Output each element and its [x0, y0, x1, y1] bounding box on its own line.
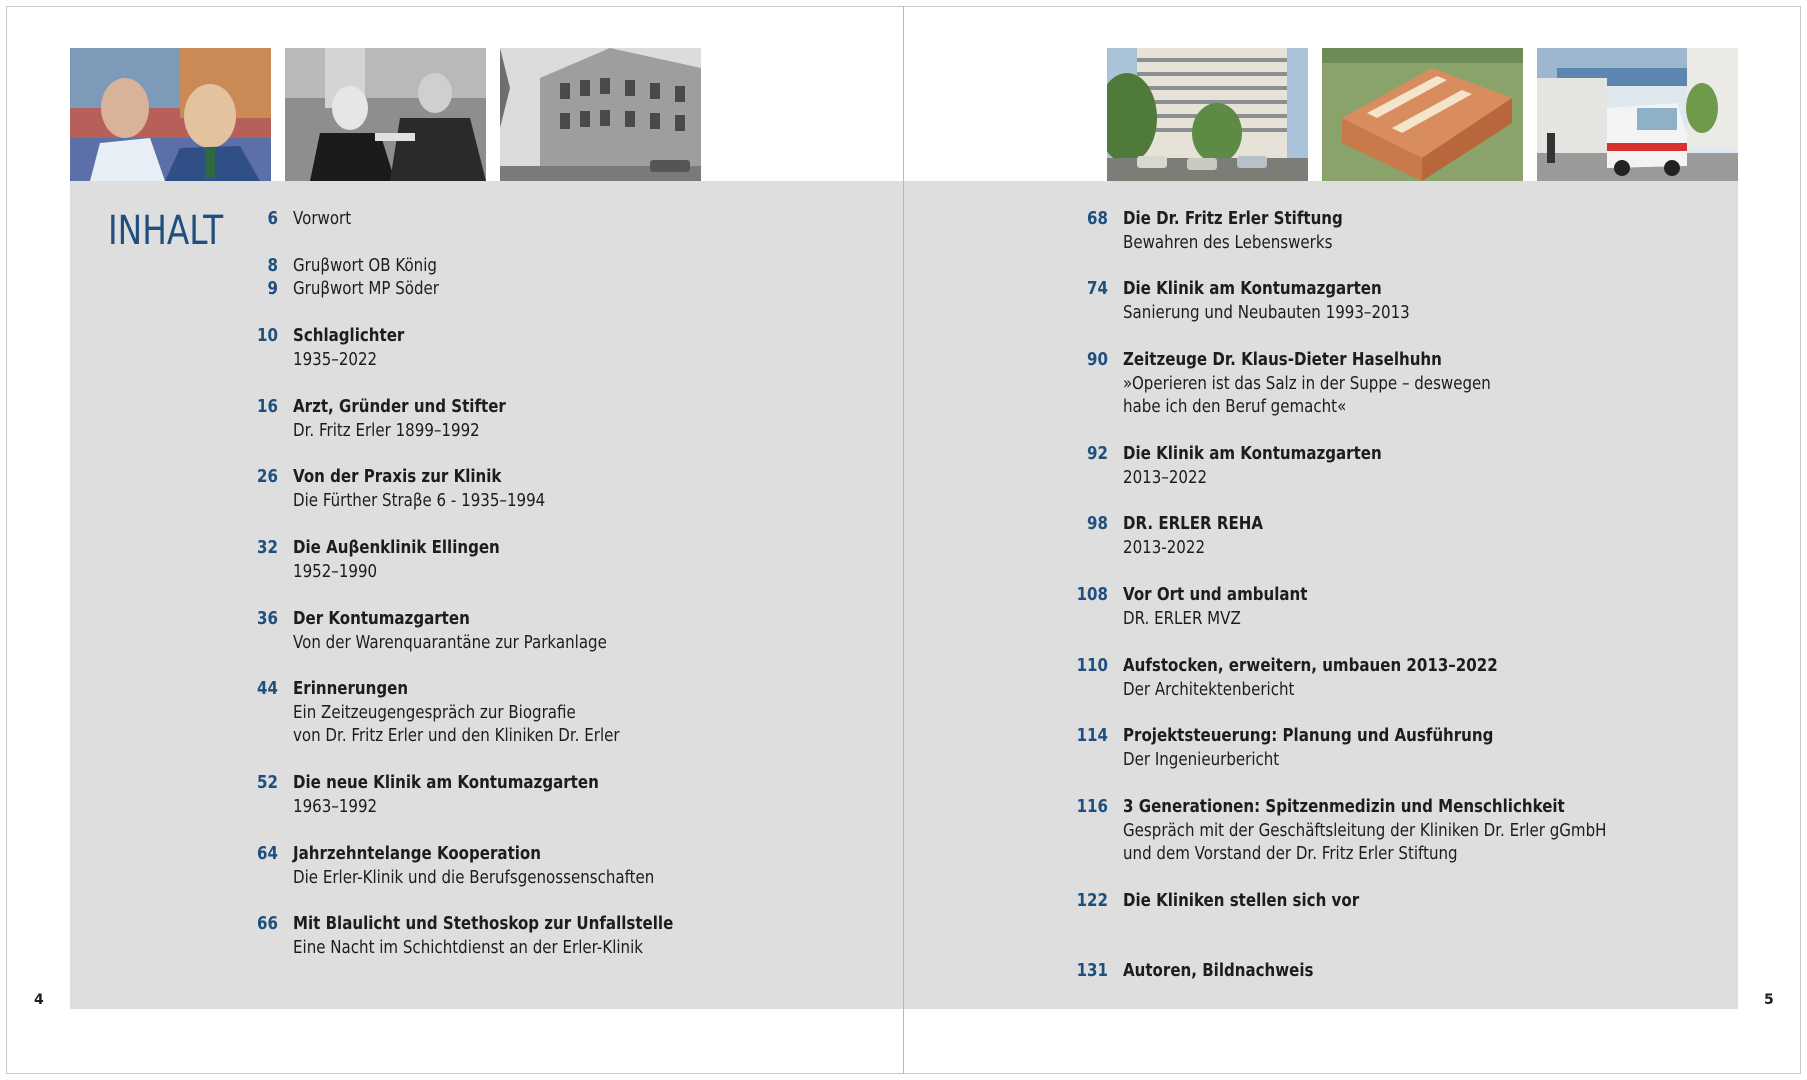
toc-entry-title: Projektsteuerung: Planung und Ausführung	[1123, 726, 1494, 746]
toc-page-number: 90	[1087, 350, 1108, 370]
toc-entry-title: DR. ERLER REHA	[1123, 514, 1264, 534]
toc-entry-title: 3 Generationen: Spitzenmedizin und Menschlichkeit	[1123, 797, 1565, 817]
toc-entry-title: Mit Blaulicht und Stethoskop zur Unfallstelle	[293, 914, 674, 934]
toc-entry-subtitle: und dem Vorstand der Dr. Fritz Erler Stiftung	[1123, 844, 1458, 865]
page-number-left: 4	[34, 992, 44, 1008]
toc-entry-subtitle: Sanierung und Neubauten 1993–2013	[1123, 302, 1410, 323]
toc-entry-title: Schlaglichter	[293, 326, 405, 346]
toc-entry-title: Die Klinik am Kontumazgarten	[1123, 444, 1382, 464]
toc-entry-title: Gruβwort MP Söder	[293, 279, 439, 299]
toc-page-number: 116	[1076, 797, 1108, 817]
toc-entry-subtitle: Die Fürther Straβe 6 - 1935–1994	[293, 490, 546, 511]
clinic-building-image	[1107, 48, 1308, 181]
toc-page-number: 68	[1087, 209, 1108, 229]
toc-entry-subtitle: 2013-2022	[1123, 537, 1206, 558]
toc-entry-subtitle: Bewahren des Lebenswerks	[1123, 232, 1333, 253]
toc-entry-title: Der Kontumazgarten	[293, 609, 470, 629]
ambulance-street-image	[1537, 48, 1738, 181]
toc-entry-subtitle: Der Architektenbericht	[1123, 679, 1295, 700]
toc-entry-subtitle: Dr. Fritz Erler 1899–1992	[293, 420, 480, 441]
toc-entry-subtitle: 1952–1990	[293, 561, 378, 582]
toc-page-number: 16	[257, 397, 278, 417]
toc-entry-title: Die Auβenklinik Ellingen	[293, 538, 500, 558]
toc-entry-title: Vorwort	[293, 209, 352, 229]
toc-entry-subtitle: »Operieren ist das Salz in der Suppe – deswegen	[1123, 373, 1491, 394]
toc-page-number: 9	[267, 279, 278, 299]
toc-entry-title: Gruβwort OB König	[293, 256, 437, 276]
toc-entry-subtitle: Gespräch mit der Geschäftsleitung der Kliniken Dr. Erler gGmbH	[1123, 820, 1607, 841]
toc-entry-title: Zeitzeuge Dr. Klaus-Dieter Haselhuhn	[1123, 350, 1442, 370]
toc-page-number: 8	[267, 256, 278, 276]
toc-entry-subtitle: Von der Warenquarantäne zur Parkanlage	[293, 632, 607, 653]
toc-page-number: 64	[257, 844, 278, 864]
toc-entry-subtitle: Eine Nacht im Schichtdienst an der Erler-Klinik	[293, 937, 643, 958]
toc-entry-subtitle: Der Ingenieurbericht	[1123, 749, 1280, 770]
painted-portrait-image	[70, 48, 271, 181]
toc-page-number: 66	[257, 914, 278, 934]
toc-entry-subtitle: 2013–2022	[1123, 467, 1208, 488]
toc-entry-subtitle: Ein Zeitzeugengespräch zur Biografie	[293, 702, 576, 723]
toc-page-number: 32	[257, 538, 278, 558]
toc-entry-title: Die Klinik am Kontumazgarten	[1123, 279, 1382, 299]
toc-page-number: 36	[257, 609, 278, 629]
toc-entry-title: Aufstocken, erweitern, umbauen 2013–2022	[1123, 656, 1498, 676]
black-white-building-image	[500, 48, 701, 181]
toc-entry-title: Vor Ort und ambulant	[1123, 585, 1308, 605]
toc-entry-subtitle: Die Erler-Klinik und die Berufsgenossenschaften	[293, 867, 655, 888]
toc-entry-title: Die Kliniken stellen sich vor	[1123, 891, 1360, 911]
toc-entry-subtitle: von Dr. Fritz Erler und den Kliniken Dr. Erler	[293, 726, 620, 747]
toc-entry-title: Erinnerungen	[293, 679, 409, 699]
toc-page-number: 108	[1076, 585, 1108, 605]
toc-entry-title: Von der Praxis zur Klinik	[293, 467, 502, 487]
toc-page-number: 131	[1076, 961, 1108, 981]
toc-page-number: 6	[267, 209, 278, 229]
toc-entry-subtitle: habe ich den Beruf gemacht«	[1123, 397, 1347, 418]
toc-entry-title: Autoren, Bildnachweis	[1123, 961, 1314, 981]
page-title: INHALT	[108, 208, 224, 254]
toc-entry-subtitle: 1963–1992	[293, 796, 378, 817]
architecture-model-image	[1322, 48, 1523, 181]
toc-entry-title: Die Dr. Fritz Erler Stiftung	[1123, 209, 1343, 229]
toc-entry-subtitle: 1935–2022	[293, 349, 378, 370]
toc-entry-subtitle: DR. ERLER MVZ	[1123, 608, 1241, 629]
toc-entry-title: Arzt, Gründer und Stifter	[293, 397, 506, 417]
black-white-ceremony-image	[285, 48, 486, 181]
toc-page-number: 110	[1076, 656, 1108, 676]
toc-page-number: 10	[257, 326, 278, 346]
toc-page-number: 52	[257, 773, 278, 793]
toc-page-number: 44	[257, 679, 278, 699]
toc-page-number: 92	[1087, 444, 1108, 464]
toc-page-number: 114	[1076, 726, 1108, 746]
toc-page-number: 74	[1087, 279, 1108, 299]
toc-entry-title: Jahrzehntelange Kooperation	[293, 844, 541, 864]
toc-page-number: 26	[257, 467, 278, 487]
page-number-right: 5	[1764, 992, 1774, 1008]
toc-entry-title: Die neue Klinik am Kontumazgarten	[293, 773, 599, 793]
page-gutter	[903, 6, 904, 1074]
toc-page-number: 122	[1076, 891, 1108, 911]
toc-page-number: 98	[1087, 514, 1108, 534]
